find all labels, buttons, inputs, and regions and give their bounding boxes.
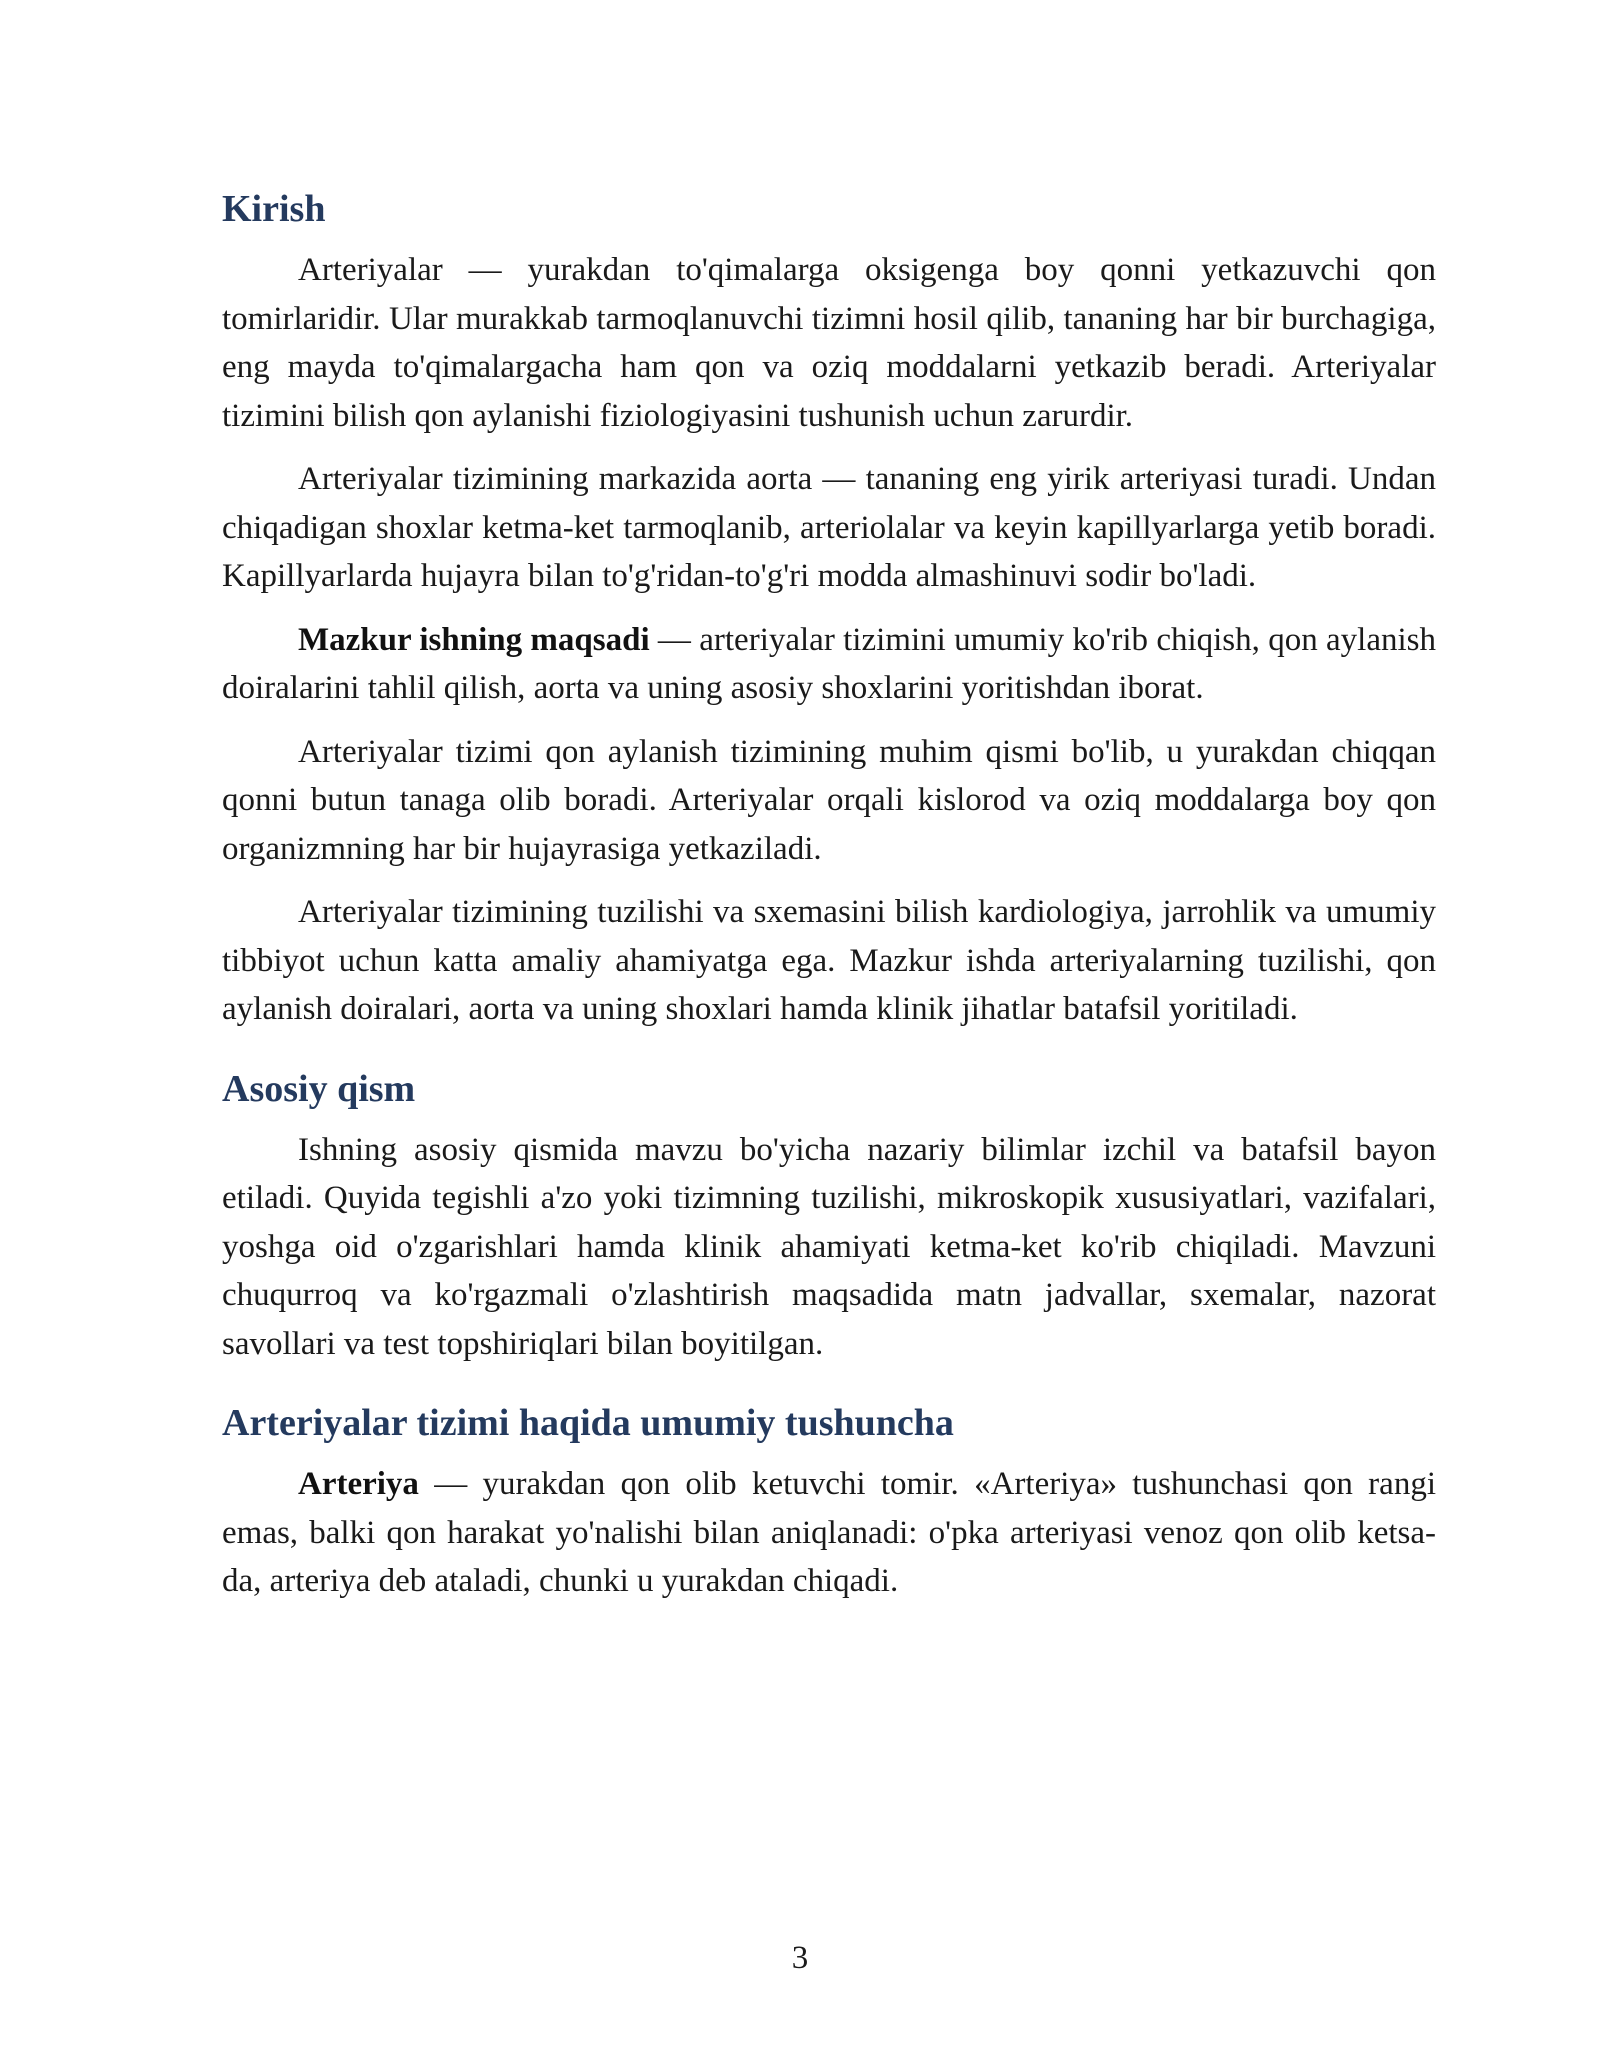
intro-paragraph-3: [222, 616, 1436, 713]
purpose-bold-lead: Mazkur ishning maqsadi: [298, 621, 650, 658]
intro-paragraph-4: Arteriyalar tizimi qon aylanish tizimining muhim qismi bo'lib, u yurakdan chiqqan qonni butun tanaga olib boradi. Arteriyalar orqali kislorod va oziq moddalarga boy qon organizmning har bir hujayrasiga yetkaziladi.: [222, 733, 1436, 867]
overview-paragraph-1: [222, 1460, 1436, 1606]
section-heading-overview: Arteriyalar tizimi haqida umumiy tushuncha: [222, 1402, 954, 1444]
intro-paragraph-2: Arteriyalar tizimining markazida aorta — tananing eng yirik arteriyasi turadi. Undan chiqadigan shoxlar ketma-ket tarmoqlanib, arteriolalar va keyin kapillyarlarga yetib boradi. Kapillyarlarda hujayra bilan to'g'ridan-to'g'ri modda almashinuvi sodir bo'ladi.: [222, 461, 1436, 594]
section-heading-main: Asosiy qism: [222, 1067, 416, 1110]
page-number: 3: [791, 1940, 809, 1976]
intro-paragraph-5: Arteriyalar tizimining tuzilishi va sxemasini bilish kardiologiya, jarrohlik va umumiy tibbiyot uchun katta amaliy ahamiyatga ega. Mazkur ishda arteriyalarning tuzilishi, qon aylanish doiralari, aorta va uning shoxlari hamda klinik jihatlar batafsil yoritiladi.: [222, 894, 1436, 1027]
main-paragraph-1: Ishning asosiy qismida mavzu bo'yicha nazariy bilimlar izchil va batafsil bayon etiladi. Quyida tegishli a'zo yoki tizimning tuzilishi, mikroskopik xususiyatlari, vazifalari, yoshga oid o'zgarishlari hamda klinik ahamiyati ketma-ket ko'rib chiqiladi. Mavzuni chuqurroq va ko'rgazmali o'zlashtirish maqsadida matn jadvallar, sxemalar, nazorat savollari va test topshiriqlari bilan boyitilgan.: [222, 1131, 1436, 1362]
section-heading-intro: Kirish: [222, 188, 326, 230]
intro-paragraph-1: Arteriyalar — yurakdan to'qimalarga oksigenga boy qonni yetkazuvchi qon tomirlaridir. Ular murakkab tarmoqlanuvchi tizimni hosil qilib, tananing har bir burchagiga, eng mayda to'qimalargacha ham qon va oziq moddalarni yetkazib beradi. Arteriyalar tizimini bilish qon aylanishi fiziologiyasini tushunish uchun zarurdir.: [222, 252, 1436, 434]
page-content: [222, 186, 1436, 1621]
artery-bold-term: Arteriya: [298, 1466, 419, 1502]
purpose-text: — arteriyalar tizimini umumiy ko'rib chiqish, qon aylanish doiralarini tahlil qilish, aorta va uning asosiy shoxlarini yoritishdan iborat.: [222, 621, 1436, 706]
artery-definition-text: — yurakdan qon olib ketuvchi tomir. «Arteriya» tushunchasi qon rangi emas, balki qon harakat yo'nalishi bilan aniqlanadi: o'pka arteriyasi venoz qon olib ketsa-da, arteriya deb ataladi, chunki u yurakdan chiqadi.: [222, 1466, 1436, 1599]
